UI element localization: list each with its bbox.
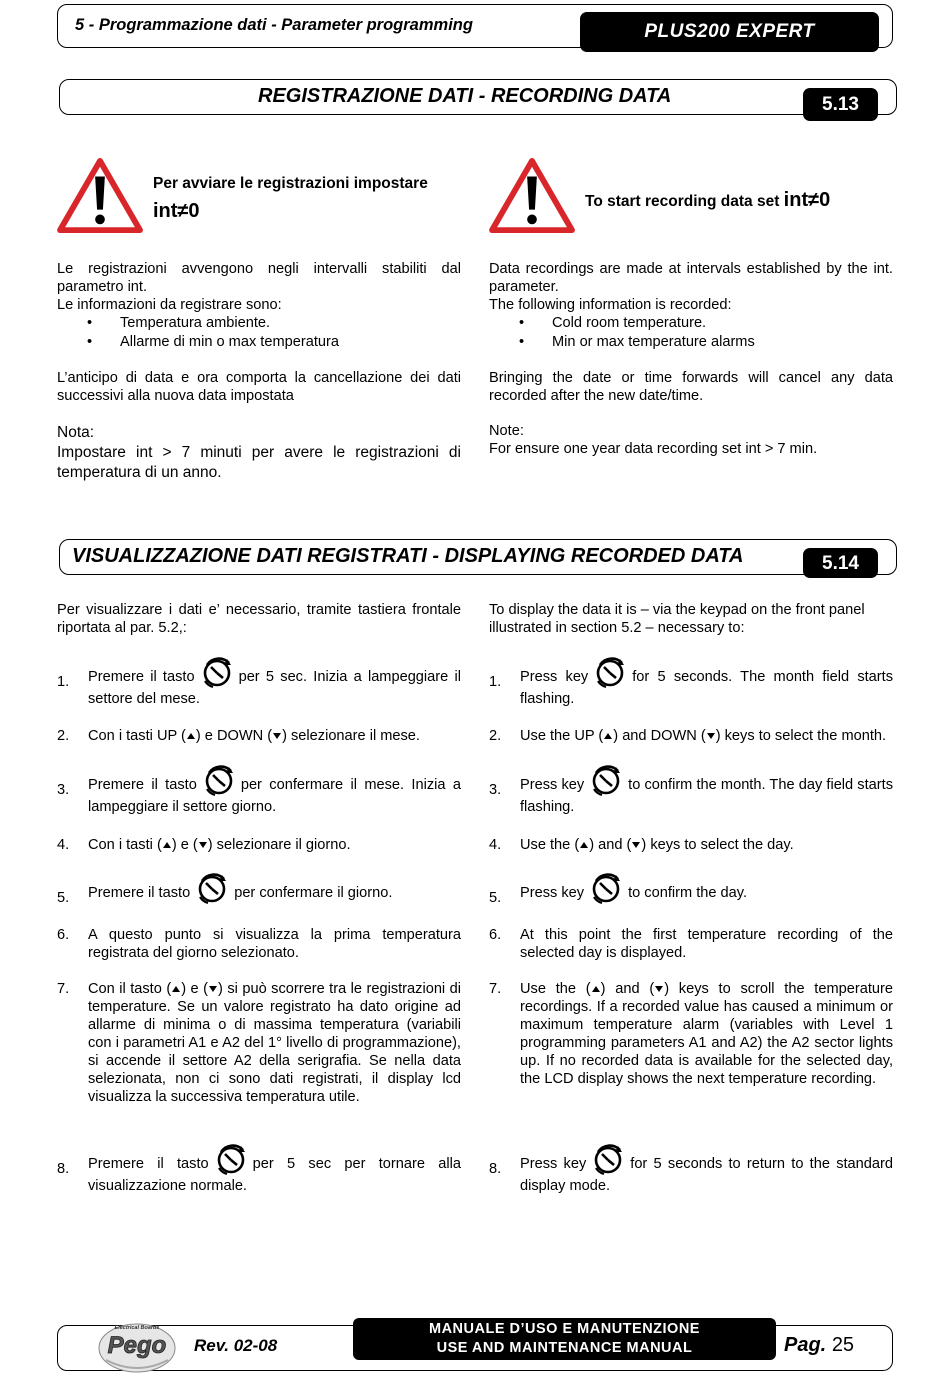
step-number: 4. (57, 837, 70, 853)
clock-key-icon (194, 872, 230, 906)
step-body: A questo punto si visualizza la prima temperatura registrata del giorno selezionato. (88, 927, 461, 961)
step-text: Premere il tasto (88, 777, 197, 793)
step-text: ) e ( (171, 837, 198, 853)
step-text: Use the ( (520, 837, 580, 853)
recording-it-column (57, 260, 461, 483)
revision-label: Rev. 02-08 (194, 1336, 278, 1355)
paragraph: Data recordings are made at intervals established by the int. parameter. (489, 261, 893, 295)
clock-key-icon (588, 872, 624, 906)
step-body (520, 1143, 893, 1195)
step-text: Premere il tasto (88, 669, 195, 685)
step-text: ) keys to select the day. (641, 837, 794, 853)
step-number: 5. (489, 890, 502, 906)
warning-en-code: int≠0 (783, 189, 831, 211)
step-text: ) selezionare il mese. (282, 728, 420, 744)
step-body (520, 727, 893, 745)
step-number: 1. (489, 674, 502, 690)
paragraph: Le registrazioni avvengono negli intervalli stabiliti dal parametro int. (57, 261, 461, 295)
step-number: 2. (57, 728, 70, 744)
arrow-down-icon (198, 840, 208, 850)
step-body (520, 764, 893, 816)
step-text: Premere il tasto (88, 1156, 209, 1172)
manual-title-it: MANUALE D’USO E MANUTENZIONE (429, 1321, 700, 1337)
clock-key-icon (199, 656, 235, 690)
step-text: per confermare il mese. Inizia a lampeggiare il settore giorno. (88, 777, 461, 815)
display-en-intro: To display the data it is – via the keypad on the front panel illustrated in section 5.2 – necessary to: (489, 602, 865, 636)
step-text: Premere il tasto (88, 885, 191, 901)
arrow-up-icon (603, 731, 613, 741)
step-text: to confirm the day. (628, 885, 748, 901)
step-text: Con i tasti ( (88, 837, 162, 853)
arrow-up-icon (186, 731, 196, 741)
page-number (784, 1334, 854, 1357)
step-body (520, 836, 893, 854)
step-text: Press key (520, 885, 585, 901)
bullet-item: • Min or max temperature alarms (489, 333, 893, 352)
step-number: 4. (489, 837, 502, 853)
warning-it-code: int≠0 (153, 200, 200, 223)
step-number: 7. (489, 981, 502, 997)
step-text: ) si può scorrere tra le registrazioni di temperature. Se un valore registrato ha dato origine ad allarme di minima o di massima temperatura (variabili con i parametri A1 e A2 del 1° livello di programmazione), si accende il settore A2 della serigrafia. Se nella data selezionata, non ci sono dati registrati, il display lcd visualizza la successiva temperatura utile. (88, 981, 462, 1105)
step-text: Press key (520, 777, 585, 793)
step-text: per confermare il giorno. (234, 885, 393, 901)
step-text: ) and ( (600, 981, 655, 997)
arrow-down-icon (208, 984, 218, 994)
step-text: to confirm the month. The day field starts flashing. (520, 777, 893, 815)
bullet-item: • Temperatura ambiente. (57, 314, 461, 333)
clock-key-icon (588, 764, 624, 798)
paragraph: Le informazioni da registrare sono: (57, 297, 282, 313)
step-body (88, 872, 461, 906)
clock-key-icon (590, 1143, 626, 1177)
arrow-down-icon (631, 840, 641, 850)
section-5-14-title: VISUALIZZAZIONE DATI REGISTRATI - DISPLAYING RECORDED DATA (72, 545, 744, 567)
step-body: At this point the first temperature recording of the selected day is displayed. (520, 927, 893, 961)
clock-key-icon (213, 1143, 249, 1177)
step-text: ) keys to scroll the temperature recordings. If a recorded value has caused a minimum or maximum temperature alarm (variables with Level 1 programming parameters A1 and A2) the A2 sector lights up. If no recorded data is available for the selected day, the LCD display shows the next temperature recording. (520, 981, 893, 1087)
step-text: ) and DOWN ( (613, 728, 706, 744)
clock-key-icon (592, 656, 628, 690)
clock-key-icon (201, 764, 237, 798)
arrow-up-icon (591, 984, 601, 994)
arrow-down-icon (272, 731, 282, 741)
paragraph: Bringing the date or time forwards will cancel any data recorded after the new date/time. (489, 370, 893, 404)
step-text: per 5 sec. Inizia a lampeggiare il settore del mese. (88, 669, 461, 707)
section-5-14-number: 5.14 (803, 548, 878, 578)
step-number: 3. (489, 782, 502, 798)
step-text: for 5 seconds to return to the standard display mode. (520, 1156, 893, 1194)
page-value: 25 (831, 1334, 855, 1356)
step-number: 5. (57, 890, 70, 906)
step-body (88, 656, 461, 708)
recording-en-column (489, 260, 893, 458)
step-text: ) selezionare il giorno. (207, 837, 351, 853)
warning-icon (56, 157, 144, 235)
step-number: 2. (489, 728, 502, 744)
paragraph: L’anticipo di data e ora comporta la cancellazione dei dati successivi alla nuova data impostata (57, 370, 461, 404)
note-title: Nota: (57, 424, 95, 441)
warning-text-it (153, 172, 428, 227)
logo-text: Pego (107, 1332, 167, 1359)
warning-en-line: To start recording data set (585, 193, 784, 210)
step-body (88, 836, 461, 854)
step-text: Use the ( (520, 981, 591, 997)
step-text: ) e DOWN ( (195, 728, 273, 744)
note-body: Impostare int > 7 minuti per avere le registrazioni di temperatura di un anno. (57, 444, 461, 481)
step-number: 1. (57, 674, 70, 690)
step-number: 8. (57, 1161, 70, 1177)
step-number: 6. (489, 927, 502, 943)
bullet-item: • Allarme di min o max temperatura (57, 333, 461, 352)
step-text: Con il tasto ( (88, 981, 172, 997)
step-text: for 5 seconds. The month field starts flashing. (520, 669, 893, 707)
step-text: ) e ( (181, 981, 208, 997)
step-text: Use the UP ( (520, 728, 604, 744)
warning-text-en (585, 185, 830, 216)
step-body (520, 656, 893, 708)
display-it-intro: Per visualizzare i dati e’ necessario, tramite tastiera frontale riportata al par. 5.2,: (57, 602, 461, 636)
chapter-title: 5 - Programmazione dati - Parameter programming (75, 16, 473, 34)
step-number: 7. (57, 981, 70, 997)
note-body: For ensure one year data recording set int > 7 min. (489, 441, 818, 457)
section-5-13-number: 5.13 (803, 88, 878, 121)
step-text: Press key (520, 669, 589, 685)
logo-subtitle: Electrical Boards (114, 1325, 160, 1331)
step-body (88, 980, 461, 1106)
pego-logo (96, 1318, 178, 1376)
step-text: ) and ( (589, 837, 632, 853)
step-text: ) keys to select the month. (715, 728, 887, 744)
manual-title-en: USE AND MAINTENANCE MANUAL (436, 1340, 693, 1356)
step-body (88, 727, 461, 745)
step-number: 8. (489, 1161, 502, 1177)
step-text: Con i tasti UP ( (88, 728, 186, 744)
product-badge: PLUS200 EXPERT (580, 12, 879, 52)
page-label: Pag. (784, 1334, 827, 1356)
bullet-item: • Cold room temperature. (489, 314, 893, 333)
arrow-up-icon (171, 984, 181, 994)
step-body (88, 764, 461, 816)
step-body (520, 872, 893, 906)
step-number: 3. (57, 782, 70, 798)
arrow-up-icon (162, 840, 172, 850)
paragraph: The following information is recorded: (489, 297, 732, 313)
step-body (520, 980, 893, 1088)
warning-icon (488, 157, 576, 235)
warning-it-line1: Per avviare le registrazioni impostare (153, 175, 428, 192)
step-text: per 5 sec per tornare alla visualizzazione normale. (88, 1156, 461, 1194)
arrow-down-icon (706, 731, 716, 741)
section-5-13-title: REGISTRAZIONE DATI - RECORDING DATA (258, 85, 672, 107)
arrow-up-icon (579, 840, 589, 850)
step-text: Press key (520, 1156, 587, 1172)
step-body (88, 1143, 461, 1195)
step-number: 6. (57, 927, 70, 943)
arrow-down-icon (654, 984, 664, 994)
manual-title-badge (353, 1318, 776, 1360)
note-title: Note: (489, 423, 524, 439)
